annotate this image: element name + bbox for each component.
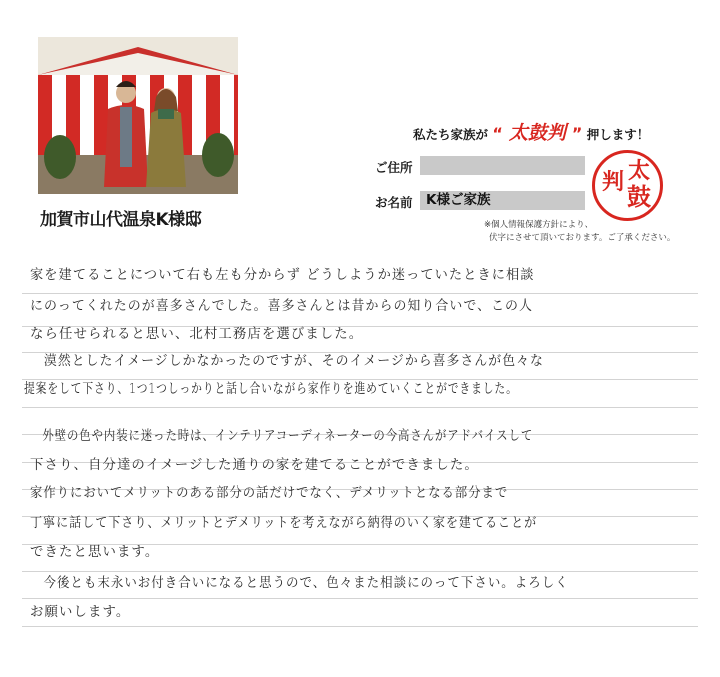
- letter-line: お願いします。: [30, 605, 131, 620]
- stamp-char: 鼓: [627, 182, 651, 211]
- ruled-line: [22, 293, 698, 294]
- ruled-line: [22, 407, 698, 408]
- privacy-note-1: ※個人情報保護方針により、: [484, 220, 594, 230]
- stamp-char: 太: [627, 158, 650, 184]
- name-label: お名前: [375, 195, 413, 210]
- letter-line: 家作りにおいてメリットのある部分の話だけでなく、デメリットとなる部分まで: [30, 486, 509, 501]
- family-photo: [38, 37, 238, 194]
- name-field: K様ご家族: [420, 191, 585, 210]
- quote-close-icon: ”: [571, 124, 583, 143]
- letter-line: 家を建てることについて右も左も分からず どうしようか迷っていたときに相談: [30, 268, 535, 283]
- tagline-pre: 私たち家族が: [413, 127, 489, 142]
- letter-line: 丁寧に話して下さり、メリットとデメリットを考えながら納得のいく家を建てることが: [30, 516, 538, 531]
- letter-line: 外壁の色や内装に迷った時は、インテリアコーディネーターの今高さんがアドバイスして: [30, 429, 534, 444]
- letter-line: にのってくれたのが喜多さんでした。喜多さんとは昔からの知り合いで、この人: [30, 299, 534, 314]
- letter-line: 下さり、自分達のイメージした通りの家を建てることができました。: [30, 458, 479, 473]
- tagline: [413, 118, 649, 145]
- letter-line: なら任せられると思い、北村工務店を選びました。: [30, 327, 364, 342]
- ruled-line: [22, 598, 698, 599]
- letter-line: 今後とも末永いお付き合いになると思うので、色々また相談にのって下さい。よろしく: [30, 576, 569, 591]
- taikoban-stamp: [592, 150, 663, 221]
- letter-line: 漠然としたイメージしかなかったのですが、そのイメージから喜多さんが色々な: [30, 354, 544, 369]
- letter-line: 提案をして下さり、1つ1つしっかりと話し合いながら家作りを進めていくことができました。: [24, 382, 518, 397]
- photo-illustration: [38, 37, 238, 194]
- stamp-char: 判: [602, 169, 625, 195]
- tagline-mark: 太鼓判: [508, 122, 566, 144]
- letter-line: できたと思います。: [30, 545, 160, 560]
- photo-caption: 加賀市山代温泉K様邸: [40, 210, 202, 230]
- tagline-post: 押します！: [586, 127, 650, 142]
- ruled-line: [22, 626, 698, 627]
- quote-open-icon: “: [492, 124, 503, 143]
- privacy-note-2: 伏字にさせて頂いております。ご了承ください。: [489, 233, 676, 243]
- address-field: [420, 156, 585, 175]
- address-label: ご住所: [375, 160, 413, 175]
